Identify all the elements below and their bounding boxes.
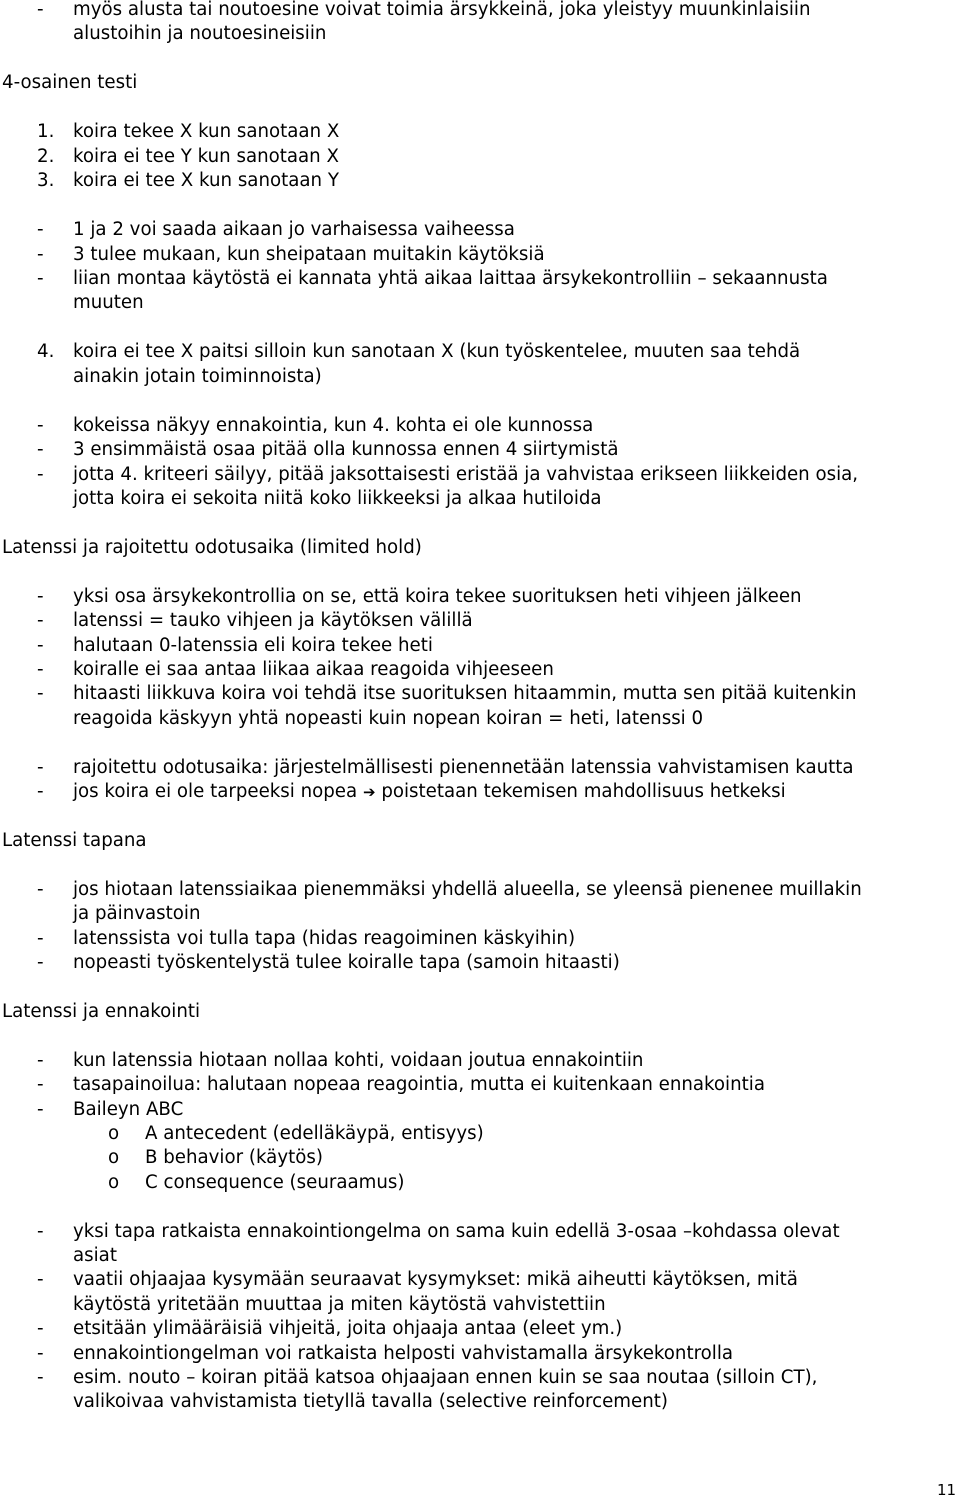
list-item-text: latenssi = tauko vihjeen ja käytöksen välillä [73,610,473,631]
list-item-text: latenssista voi tulla tapa (hidas reagoiminen käskyihin) [73,928,576,949]
bullet-marker: - [37,659,44,680]
bullet-marker: - [37,464,44,485]
bullet-marker: - [37,415,44,436]
list-item-text: jotta koira ei sekoita niitä koko liikkeeksi ja alkaa hutiloida [73,488,602,509]
item-text: ainakin jotain toiminnoista) [73,366,322,387]
bullet-marker: - [37,683,44,704]
list-item-text [73,780,786,805]
list-item-text: tasapainoilua: halutaan nopeaa reagointia, mutta ei kuitenkaan ennakointia [73,1074,765,1095]
heading-text: 4-osainen testi [2,72,138,93]
bullet-marker: - [37,928,44,949]
sub-list-item-text: C consequence (seuraamus) [145,1172,405,1193]
list-item-text: alustoihin ja noutoesineisiin [73,23,327,44]
item-text: koira ei tee Y kun sanotaan X [73,146,339,167]
item-text: koira ei tee X kun sanotaan Y [73,170,339,191]
list-item-text: yksi osa ärsykekontrollia on se, että koira tekee suorituksen heti vihjeen jälkeen [73,586,802,607]
item-number: 2. [37,146,55,167]
list-item-text: ja päinvastoin [73,903,201,924]
list-item-text: liian montaa käytöstä ei kannata yhtä aikaa laittaa ärsykekontrolliin – sekaannusta [73,268,828,289]
bullet-marker: - [37,244,44,265]
list-item-text: reagoida käskyyn yhtä nopeasti kuin nopean koiran = heti, latenssi 0 [73,708,704,729]
bullet-marker: - [37,610,44,631]
item-number: 1. [37,121,55,142]
list-item-text: asiat [73,1245,117,1266]
list-item-text: jos hiotaan latenssiaikaa pienemmäksi yhdellä alueella, se yleensä pienenee muillakin [73,879,862,900]
list-item-text: esim. nouto – koiran pitää katsoa ohjaajaan ennen kuin se saa noutaa (silloin CT), [73,1367,818,1388]
bullet-marker: - [37,1318,44,1339]
list-item-text: yksi tapa ratkaista ennakointiongelma on sama kuin edellä 3-osaa –kohdassa olevat [73,1221,840,1242]
sub-list-item-text: A antecedent (edelläkäypä, entisyys) [145,1123,484,1144]
arrow-right-icon: ➔ [362,783,376,801]
page-number: 11 [937,1481,957,1499]
bullet-marker: - [37,635,44,656]
bullet-marker: - [37,586,44,607]
list-item-text: kokeissa näkyy ennakointia, kun 4. kohta ei ole kunnossa [73,415,594,436]
bullet-marker: - [37,1269,44,1290]
bullet-marker: - [37,268,44,289]
bullet-marker: - [37,0,44,20]
bullet-marker: - [37,781,44,802]
bullet-marker: - [37,1099,44,1120]
list-item-text: käytöstä yritetään muuttaa ja miten käytöstä vahvistettiin [73,1294,606,1315]
sub-bullet-marker: o [108,1147,120,1168]
list-item-text: muuten [73,292,144,313]
sub-bullet-marker: o [108,1172,120,1193]
list-item-text: 3 tulee mukaan, kun sheipataan muitakin käytöksiä [73,244,545,265]
list-item-text: myös alusta tai noutoesine voivat toimia ärsykkeinä, joka yleistyy muunkinlaisiin [73,0,811,20]
bullet-marker: - [37,1367,44,1388]
list-item-text: etsitään ylimääräisiä vihjeitä, joita ohjaaja antaa (eleet ym.) [73,1318,623,1339]
list-item-text: Baileyn ABC [73,1099,184,1120]
bullet-marker: - [37,1050,44,1071]
list-item-text: 1 ja 2 voi saada aikaan jo varhaisessa vaiheessa [73,219,515,240]
list-item-text: kun latenssia hiotaan nollaa kohti, voidaan joutua ennakointiin [73,1050,644,1071]
bullet-marker: - [37,1343,44,1364]
text-before-arrow: jos koira ei ole tarpeeksi nopea [73,781,358,802]
list-item-text: 3 ensimmäistä osaa pitää olla kunnossa ennen 4 siirtymistä [73,439,619,460]
item-number: 4. [37,341,55,362]
list-item-text: halutaan 0-latenssia eli koira tekee heti [73,635,433,656]
bullet-marker: - [37,879,44,900]
text-after-arrow: poistetaan tekemisen mahdollisuus hetkeksi [381,781,786,802]
sub-list-item-text: B behavior (käytös) [145,1147,323,1168]
list-item-text: ennakointiongelman voi ratkaista helposti vahvistamalla ärsykekontrolla [73,1343,734,1364]
bullet-marker: - [37,757,44,778]
bullet-marker: - [37,952,44,973]
list-item-text: vaatii ohjaajaa kysymään seuraavat kysymykset: mikä aiheutti käytöksen, mitä [73,1269,798,1290]
heading-text: Latenssi ja ennakointi [2,1001,201,1022]
sub-bullet-marker: o [108,1123,120,1144]
item-text: koira ei tee X paitsi silloin kun sanotaan X (kun työskentelee, muuten saa tehdä [73,341,801,362]
list-item-text: koiralle ei saa antaa liikaa aikaa reagoida vihjeeseen [73,659,554,680]
list-item-text: hitaasti liikkuva koira voi tehdä itse suorituksen hitaammin, mutta sen pitää kuitenkin [73,683,857,704]
list-item-text: valikoivaa vahvistamista tietyllä tavalla (selective reinforcement) [73,1391,668,1412]
bullet-marker: - [37,1074,44,1095]
list-item-text: jotta 4. kriteeri säilyy, pitää jaksottaisesti eristää ja vahvistaa erikseen liikkeiden osia, [73,464,859,485]
bullet-marker: - [37,219,44,240]
item-number: 3. [37,170,55,191]
list-item-text: nopeasti työskentelystä tulee koiralle tapa (samoin hitaasti) [73,952,620,973]
heading-text: Latenssi ja rajoitettu odotusaika (limited hold) [2,537,422,558]
bullet-marker: - [37,1221,44,1242]
heading-text: Latenssi tapana [2,830,147,851]
bullet-marker: - [37,439,44,460]
list-item-text: rajoitettu odotusaika: järjestelmällisesti pienennetään latenssia vahvistamisen kautta [73,757,854,778]
item-text: koira tekee X kun sanotaan X [73,121,340,142]
